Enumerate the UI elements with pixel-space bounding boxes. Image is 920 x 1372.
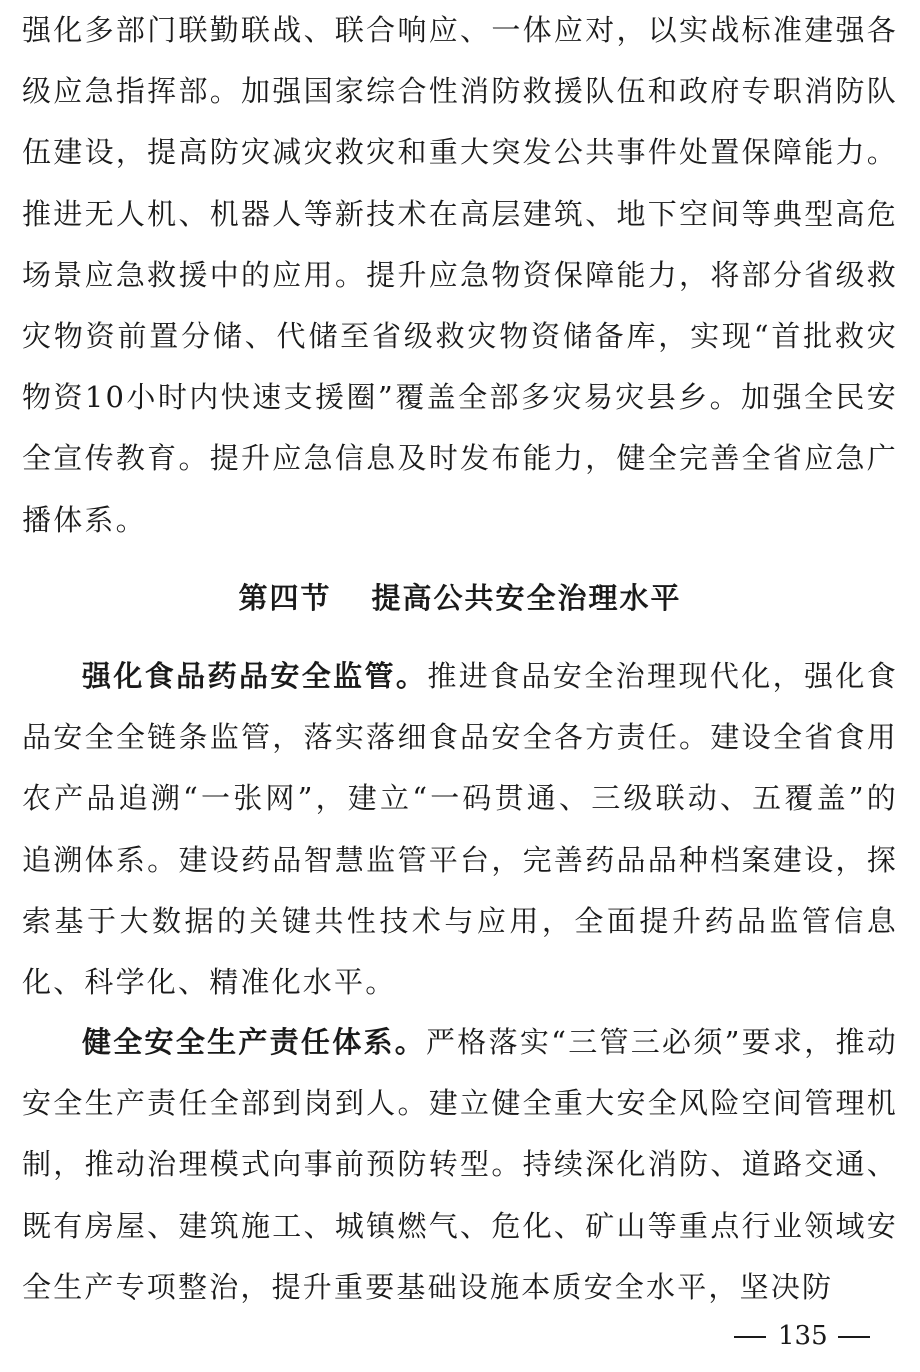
page-number-right-dash xyxy=(838,1336,870,1338)
paragraph-food-drug-safety xyxy=(22,646,898,1013)
section-heading xyxy=(0,568,920,629)
paragraph-safety-production xyxy=(22,1012,898,1318)
page-number-value: 135 xyxy=(778,1321,828,1351)
section-title: 提高公共安全治理水平 xyxy=(371,581,682,615)
paragraph-emergency-response: 强化多部门联勤联战、联合响应、一体应对，以实战标准建强各级应急指挥部。加强国家综合性消防救援队伍和政府专职消防队伍建设，提高防灾减灾救灾和重大突发公共事件处置保障能力。推进无人机、机器人等新技术在高层建筑、地下空间等典型高危场景应急救援中的应用。提升应急物资保障能力，将部分省级救灾物资前置分储、代储至省级救灾物资储备库，实现“首批救灾物资10小时内快速支援圈”覆盖全部多灾易灾县乡。加强全民安全宣传教育。提升应急信息及时发布能力，健全完善全省应急广播体系。 xyxy=(22,13,898,537)
paragraph-body-safety-production: 严格落实“三管三必须”要求，推动安全生产责任全部到岗到人。建立健全重大安全风险空间管理机制，推动治理模式向事前预防转型。持续深化消防、道路交通、既有房屋、建筑施工、城镇燃气、危化、矿山等重点行业领域安全生产专项整治，提升重要基础设施本质安全水平，坚决防 xyxy=(22,1025,899,1304)
page-number-left-dash xyxy=(734,1336,766,1338)
paragraph-lead-safety-production: 健全安全生产责任体系。 xyxy=(82,1025,427,1059)
paragraph-body-food-drug: 推进食品安全治理现代化，强化食品安全全链条监管，落实落细食品安全各方责任。建设全省食用农产品追溯“一张网”，建立“一码贯通、三级联动、五覆盖”的追溯体系。建设药品智慧监管平台，完善药品品种档案建设，探索基于大数据的关键共性技术与应用，全面提升药品监管信息化、科学化、精准化水平。 xyxy=(22,659,898,1000)
page-number xyxy=(734,1316,884,1356)
section-number: 第四节 xyxy=(238,581,332,615)
paragraph-lead-food-drug: 强化食品药品安全监管。 xyxy=(82,659,428,693)
